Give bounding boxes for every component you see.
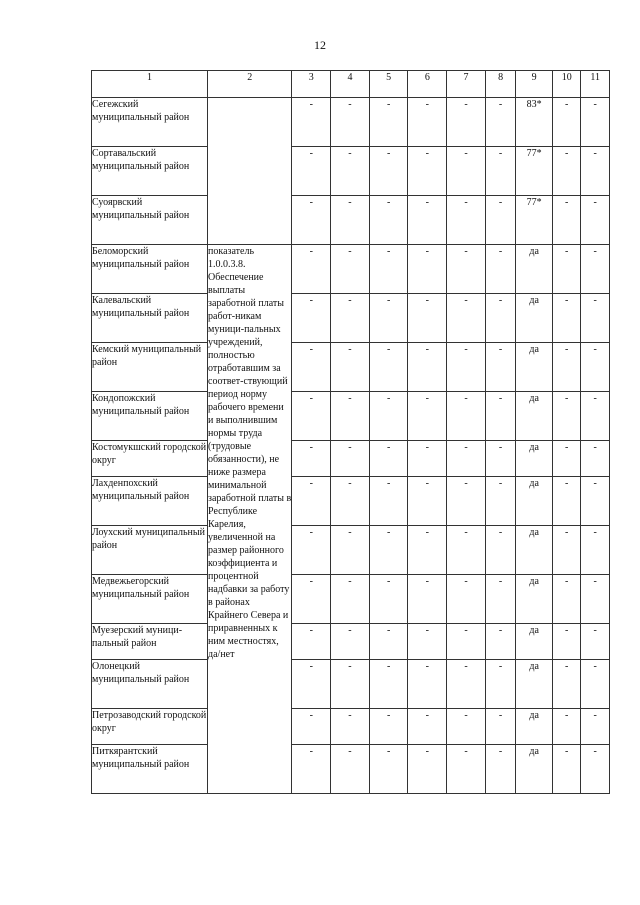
value-cell: - (331, 441, 370, 477)
value-cell: - (369, 392, 408, 441)
value-cell: - (331, 98, 370, 147)
value-cell: да (516, 343, 553, 392)
value-cell: - (552, 392, 580, 441)
municipality-name: Лахденпохский муниципальный район (92, 477, 208, 526)
value-cell: - (292, 660, 331, 709)
value-cell: - (292, 745, 331, 794)
value-cell: - (581, 196, 610, 245)
value-cell: - (292, 196, 331, 245)
value-cell: - (369, 526, 408, 575)
value-cell: - (369, 477, 408, 526)
value-cell: - (292, 709, 331, 745)
value-cell: - (408, 575, 447, 624)
value-cell: - (369, 624, 408, 660)
table-row (92, 392, 610, 441)
value-cell: - (552, 147, 580, 196)
value-cell: - (408, 441, 447, 477)
table-row (92, 343, 610, 392)
table-row (92, 745, 610, 794)
value-cell: - (331, 294, 370, 343)
value-cell: - (331, 660, 370, 709)
value-cell: - (408, 196, 447, 245)
header-cell: 9 (516, 71, 553, 98)
value-cell: да (516, 709, 553, 745)
value-cell: - (485, 147, 516, 196)
value-cell: - (552, 575, 580, 624)
table-row (92, 526, 610, 575)
municipality-name: Кемский муниципальный район (92, 343, 208, 392)
value-cell: - (552, 709, 580, 745)
header-cell: 11 (581, 71, 610, 98)
value-cell: - (369, 245, 408, 294)
table-row (92, 294, 610, 343)
value-cell: - (408, 343, 447, 392)
value-cell: - (292, 526, 331, 575)
value-cell: - (369, 575, 408, 624)
header-cell: 7 (447, 71, 486, 98)
value-cell: - (292, 147, 331, 196)
table-row (92, 660, 610, 709)
value-cell: - (552, 196, 580, 245)
value-cell: - (331, 147, 370, 196)
value-cell: - (292, 98, 331, 147)
municipality-name: Петрозаводский городской округ (92, 709, 208, 745)
value-cell: - (552, 526, 580, 575)
header-cell: 1 (92, 71, 208, 98)
value-cell: - (485, 392, 516, 441)
municipality-name: Муезерский муници-пальный район (92, 624, 208, 660)
value-cell: - (581, 477, 610, 526)
municipality-name: Беломорский муниципальный район (92, 245, 208, 294)
value-cell: - (292, 477, 331, 526)
value-cell: - (331, 745, 370, 794)
value-cell: 77* (516, 147, 553, 196)
municipality-name: Костомукшский городской округ (92, 441, 208, 477)
value-cell: - (369, 660, 408, 709)
value-cell: - (485, 624, 516, 660)
value-cell: - (552, 98, 580, 147)
value-cell: да (516, 745, 553, 794)
header-cell: 5 (369, 71, 408, 98)
value-cell: - (369, 745, 408, 794)
table-row (92, 441, 610, 477)
municipality-name: Медвежьегорский муниципальный район (92, 575, 208, 624)
value-cell: - (485, 245, 516, 294)
value-cell: - (447, 245, 486, 294)
value-cell: - (581, 660, 610, 709)
value-cell: - (552, 624, 580, 660)
value-cell: - (485, 526, 516, 575)
value-cell: - (552, 343, 580, 392)
value-cell: - (331, 526, 370, 575)
value-cell: - (447, 624, 486, 660)
value-cell: - (331, 575, 370, 624)
value-cell: - (292, 575, 331, 624)
value-cell: - (485, 98, 516, 147)
value-cell: - (447, 147, 486, 196)
value-cell: - (552, 477, 580, 526)
value-cell: - (485, 441, 516, 477)
municipality-name: Суоярвский муниципальный район (92, 196, 208, 245)
value-cell: - (331, 196, 370, 245)
value-cell: - (581, 441, 610, 477)
value-cell: - (447, 98, 486, 147)
value-cell: - (447, 392, 486, 441)
header-cell: 4 (331, 71, 370, 98)
empty-indicator-cell (208, 98, 292, 245)
value-cell: - (408, 294, 447, 343)
value-cell: - (331, 343, 370, 392)
value-cell: - (447, 575, 486, 624)
table-row (92, 477, 610, 526)
value-cell: - (581, 745, 610, 794)
value-cell: да (516, 624, 553, 660)
value-cell: - (408, 147, 447, 196)
value-cell: - (581, 98, 610, 147)
table-row (92, 624, 610, 660)
value-cell: - (331, 709, 370, 745)
value-cell: - (581, 526, 610, 575)
value-cell: - (581, 624, 610, 660)
value-cell: - (369, 196, 408, 245)
value-cell: да (516, 575, 553, 624)
table-row (92, 575, 610, 624)
value-cell: - (408, 660, 447, 709)
value-cell: - (447, 196, 486, 245)
table-row (92, 147, 610, 196)
table-row (92, 98, 610, 147)
value-cell: - (408, 526, 447, 575)
value-cell: - (408, 709, 447, 745)
value-cell: - (408, 745, 447, 794)
value-cell: - (292, 441, 331, 477)
value-cell: - (447, 709, 486, 745)
value-cell: - (552, 294, 580, 343)
municipality-name: Сегежский муниципальный район (92, 98, 208, 147)
value-cell: - (408, 624, 447, 660)
value-cell: - (485, 343, 516, 392)
value-cell: - (331, 245, 370, 294)
value-cell: - (581, 294, 610, 343)
table-row (92, 196, 610, 245)
value-cell: да (516, 526, 553, 575)
value-cell: - (552, 745, 580, 794)
value-cell: да (516, 392, 553, 441)
value-cell: - (369, 441, 408, 477)
value-cell: - (369, 147, 408, 196)
table-row (92, 245, 610, 294)
value-cell: - (581, 147, 610, 196)
value-cell: - (369, 98, 408, 147)
value-cell: - (292, 245, 331, 294)
value-cell: 83* (516, 98, 553, 147)
header-cell: 8 (485, 71, 516, 98)
value-cell: - (581, 575, 610, 624)
value-cell: - (447, 441, 486, 477)
value-cell: - (485, 709, 516, 745)
table-row (92, 709, 610, 745)
value-cell: - (408, 392, 447, 441)
municipality-name: Питкярантский муниципальный район (92, 745, 208, 794)
indicator-description: показатель 1.0.0.3.8. Обеспечение выплаты заработной платы работ-никам муници-пальных учреждений, полностью отработавшим за соответ-ствующий период норму рабочего времени и выполнившим нормы труда (трудовые обязанности), не ниже размера минимальной заработной платы в Республике Карелия, увеличенной на размер районного коэффициента и процентной надбавки за работу в районах Крайнего Севера и приравненных к ним местностях, да/нет (208, 245, 292, 794)
value-cell: - (408, 245, 447, 294)
value-cell: - (369, 294, 408, 343)
value-cell: да (516, 477, 553, 526)
value-cell: - (292, 294, 331, 343)
value-cell: - (292, 624, 331, 660)
data-table (91, 70, 610, 794)
value-cell: - (485, 294, 516, 343)
value-cell: да (516, 245, 553, 294)
header-row (92, 71, 610, 98)
value-cell: да (516, 294, 553, 343)
value-cell: - (369, 709, 408, 745)
municipality-name: Олонецкий муниципальный район (92, 660, 208, 709)
value-cell: - (331, 392, 370, 441)
value-cell: - (447, 343, 486, 392)
header-cell: 2 (208, 71, 292, 98)
value-cell: 77* (516, 196, 553, 245)
municipality-name: Кондопожский муниципальный район (92, 392, 208, 441)
value-cell: - (447, 477, 486, 526)
value-cell: - (447, 745, 486, 794)
value-cell: - (408, 477, 447, 526)
municipality-name: Лоухский муниципальный район (92, 526, 208, 575)
value-cell: - (581, 709, 610, 745)
value-cell: - (331, 477, 370, 526)
value-cell: - (331, 624, 370, 660)
value-cell: - (485, 745, 516, 794)
value-cell: - (552, 245, 580, 294)
value-cell: - (552, 441, 580, 477)
value-cell: - (408, 98, 447, 147)
value-cell: - (485, 575, 516, 624)
page-number: 12 (314, 38, 326, 52)
value-cell: - (485, 477, 516, 526)
value-cell: - (447, 526, 486, 575)
value-cell: - (485, 196, 516, 245)
value-cell: - (447, 660, 486, 709)
value-cell: - (581, 343, 610, 392)
value-cell: - (292, 343, 331, 392)
header-cell: 10 (552, 71, 580, 98)
value-cell: - (552, 660, 580, 709)
value-cell: - (447, 294, 486, 343)
header-cell: 3 (292, 71, 331, 98)
value-cell: да (516, 441, 553, 477)
municipality-name: Калевальский муниципальный район (92, 294, 208, 343)
municipality-name: Сортавальский муниципальный район (92, 147, 208, 196)
header-cell: 6 (408, 71, 447, 98)
value-cell: - (369, 343, 408, 392)
value-cell: - (581, 245, 610, 294)
value-cell: да (516, 660, 553, 709)
value-cell: - (292, 392, 331, 441)
value-cell: - (581, 392, 610, 441)
value-cell: - (485, 660, 516, 709)
